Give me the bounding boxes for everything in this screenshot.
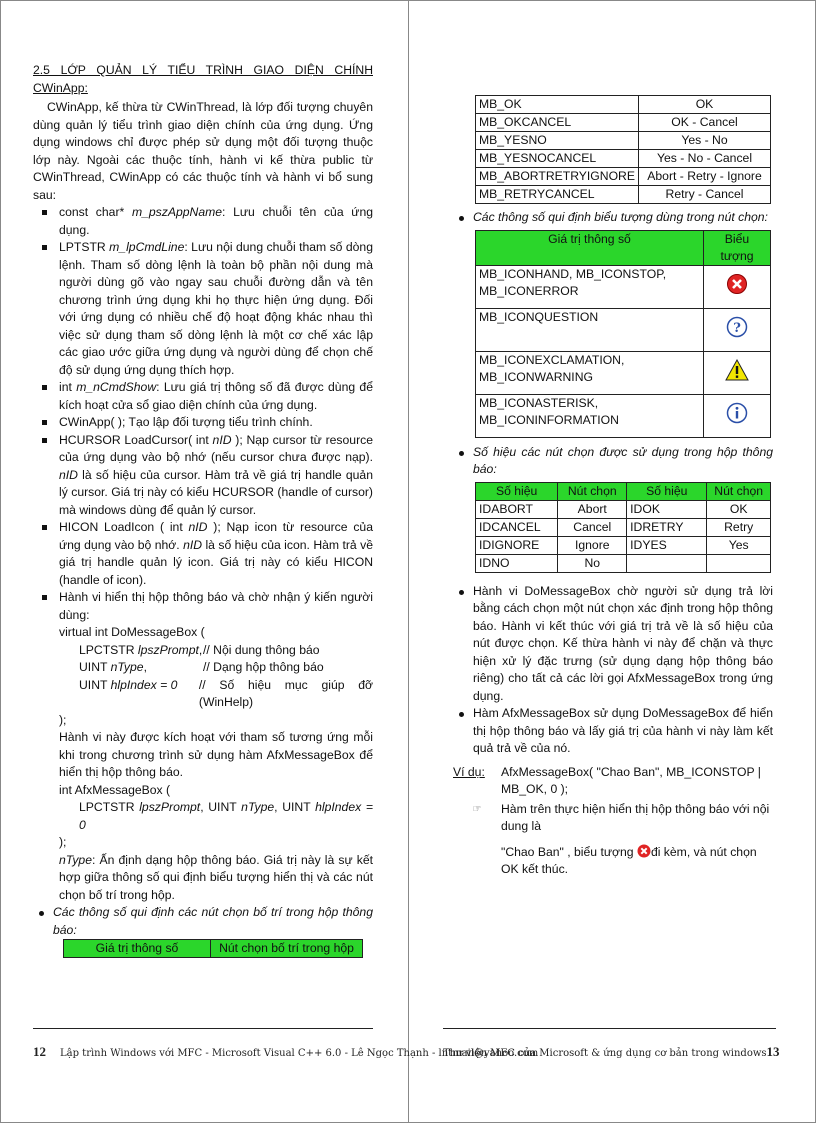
table-row: MB_ICONQUESTION ? [476,308,771,351]
example-code: AfxMessageBox( "Chao Ban", MB_ICONSTOP | MB_OK, 0 ); [501,764,761,796]
table-row: MB_ICONASTERISK, MB_ICONINFORMATION [476,394,771,437]
activate-paragraph: Hành vi này được kích hoạt với tham số tương ứng mỗi khi trong chương trình sử dụng hàm AfxMessageBox để hiển thị hộp thông báo. [59,730,373,779]
page-number: 12 [33,1044,46,1059]
question-icon [726,316,748,343]
code-param: LPCTSTR lpszPrompt, // Nội dung thông báo [79,642,320,657]
error-icon [726,273,748,300]
list-item: int m_nCmdShow: Lưu giá trị thông số đã được dùng để kích hoạt cửa sổ giao diện chính của ứng dụng. [59,379,373,414]
note-text-2: "Chao Ban" , biểu tượng đi kèm, và nút chọn OK kết thúc. [501,844,757,876]
footer-rule [33,1028,373,1029]
code-close: ); [59,712,67,727]
table-row: MB_YESNOCANCEL Yes - No - Cancel [476,150,771,168]
table-header: Số hiệu Nút chọn Số hiệu Nút chọn [476,482,771,500]
list-item: LPTSTR m_lpCmdLine: Lưu nội dung chuỗi tham số dòng lệnh. Tham số dòng lệnh là toàn bộ phần nội dung mà người dùng gõ vào ngay sau chuỗi đường dẫn và tên chương trình ứng dụng khi họ thực hiện ứng dụng. Đối với ứng dụng có nhiều chế độ hoạt động khác nhau thì việc sử dụng tham số dòng lệnh là một cơ chế xác lập các giao ước giữa ứng dụng và người dùng để chọn chế độ sử dụng ứng dụng thích hợp. [59,239,373,379]
table-row: MB_ABORTRETRYIGNORE Abort - Retry - Ignore [476,168,771,186]
table-row: MB_ICONHAND, MB_ICONSTOP, MB_ICONERROR [476,265,771,308]
code-signature: virtual int DoMessageBox ( [59,625,205,639]
section-title: 2.5 LỚP QUẢN LÝ TIỂU TRÌNH GIAO DIỆN CHÍNH CWinApp: [33,63,373,95]
table-row: IDABORT Abort IDOK OK [476,500,771,518]
buttons-table-header: Giá trị thông số Nút chọn bố trí trong hộp [63,939,363,958]
table-row: MB_YESNO Yes - No [476,132,771,150]
example-label: Ví dụ: [453,764,485,779]
table-row: MB_RETRYCANCEL Retry - Cancel [476,186,771,204]
page-divider [408,0,409,1123]
list-item: HICON LoadIcon ( int nID ); Nạp icon từ resource của ứng dụng vào bộ nhớ. nID là số hiệu của icon. Hàm trả về giá trị handle quản lý icon. Giá trị này có kiểu HICON (handle of icon). [59,519,373,589]
footer-text: Lập trình Windows với MFC - Microsoft Visual C++ 6.0 - Lê Ngọc Thạnh - lntmail@yahoo.com [60,1048,539,1059]
buttons-table [475,95,771,204]
code-params-2: LPCTSTR lpszPrompt, UINT nType, UINT hlpIndex = 0 [79,800,374,832]
information-icon [726,402,748,429]
table-row: MB_OK OK [476,96,771,114]
ntype-paragraph: nType: Ấn định dạng hộp thông báo. Giá trị này là sự kết hợp giữa thông số qui định biểu tượng hiển thị và các nút chọn bố trí trong hộp. [59,852,373,902]
button-params-heading: Các thông số qui định các nút chọn bố trí trong hộp thông báo: [33,904,373,939]
table-row: IDIGNORE Ignore IDYES Yes [476,536,771,554]
right-page [453,95,773,879]
left-page [33,62,373,958]
icons-table: Giá trị thông số Biểu tượng MB_ICONHAND, MB_ICONSTOP, MB_ICONERROR MB_ICONQUESTION ? MB_ICONEXCLAMATION, MB_ICONWARNING MB_ICONASTERISK, MB_ICONINFORMATION [475,230,771,438]
table-row: IDNO No [476,554,771,572]
warning-icon [725,359,749,386]
code-close-2: ); [59,835,67,849]
list-item: const char* m_pszAppName: Lưu chuỗi tên của ứng dụng. [59,204,373,239]
example-line [453,764,773,799]
left-footer [33,1043,539,1063]
note-text: Hàm trên thực hiện hiển thị hộp thông báo với nội dung là [501,801,770,833]
list-item: Hành vi hiển thị hộp thông báo và chờ nhận ý kiến người dùng: virtual int DoMessageBox ( LPCTSTR lpszPrompt, // Nội dung thông báo UINT nType, // Dạng hộp thông báo UINT hlpIndex = 0 // Số hiệu mục giúp đỡ (WinHelp) ); Hành vi này được kích hoạt với tham số tương ứng mỗi khi trong chương trình sử dụng hàm AfxMessageBox để hiển thị hộp thông báo. int AfxMessageBox ( LPCTSTR lpszPrompt, UINT nType, UINT hlpIndex = 0 ); nType: Ấn định dạng hộp thông báo. Giá trị này là sự kết hợp giữa thông số qui định biểu tượng hiển thị và các nút chọn bố trí trong hộp. [59,589,373,904]
intro-paragraph: CWinApp, kế thừa từ CWinThread, là lớp đối tượng chuyên dùng quản lý tiểu trình giao diện chính của ứng dụng. Ứng dụng windows chỉ được phép sử dụng một đối tượng thuộc lớp này. Ngoài các thuộc tính, hành vi kế thừa public từ CWinThread, CWinApp có các thuộc tính và hành vi bổ sung sau: [33,100,373,202]
list-item: Hàm AfxMessageBox sử dụng DoMessageBox để hiển thị hộp thông báo và lấy giá trị của hành vi này làm kết quả trả về của nó. [453,705,773,758]
list-item: CWinApp( ); Tạo lập đối tượng tiểu trình chính. [59,414,373,432]
icon-params-heading: Các thông số qui định biểu tượng dùng trong nút chọn: [453,209,773,227]
list-item: Hành vi DoMessageBox chờ người sử dụng trả lời bằng cách chọn một nút chọn xác định trong hộp thông báo. Hành vi kết thúc với giá trị trả về là số hiệu của nút được chọn. Kế thừa hành vi này để chặn và thực hiện xử lý đặc trưng (sử dụng dạng hộp thông báo riêng) cho tất cả các lời gọi AfxMessageBox trong ứng dụng. [453,583,773,706]
code-param: UINT hlpIndex = 0 // Số hiệu mục giúp đỡ (WinHelp) [79,677,373,709]
table-row: MB_ICONEXCLAMATION, MB_ICONWARNING [476,351,771,394]
page-number: 13 [766,1044,780,1059]
note-icon: ☞ [472,803,482,815]
right-footer [443,1043,780,1063]
footer-text: Thư viện MFC của Microsoft & ứng dụng cơ bản trong windows [443,1048,767,1059]
example-note [453,801,773,879]
svg-text:?: ? [733,321,741,336]
code-param: UINT nType, // Dạng hộp thông báo [79,660,324,674]
table-row: IDCANCEL Cancel IDRETRY Retry [476,518,771,536]
ids-heading: Số hiệu các nút chọn được sử dụng trong hộp thông báo: [453,444,773,479]
footer-rule [443,1028,776,1029]
error-icon [637,844,651,858]
table-row: MB_OKCANCEL OK - Cancel [476,114,771,132]
code-signature-2: int AfxMessageBox ( [59,782,171,797]
list-item: HCURSOR LoadCursor( int nID ); Nạp cursor từ resource của ứng dụng vào bộ nhớ (nếu cursor chưa được nạp). nID là số hiệu của cursor. Hàm trả về giá trị handle quản lý cursor. Giá trị này có kiểu HCURSOR (handle of cursor) mà windows dùng để quản lý cursor. [59,432,373,520]
member-list [33,204,373,904]
ids-table [475,482,771,573]
